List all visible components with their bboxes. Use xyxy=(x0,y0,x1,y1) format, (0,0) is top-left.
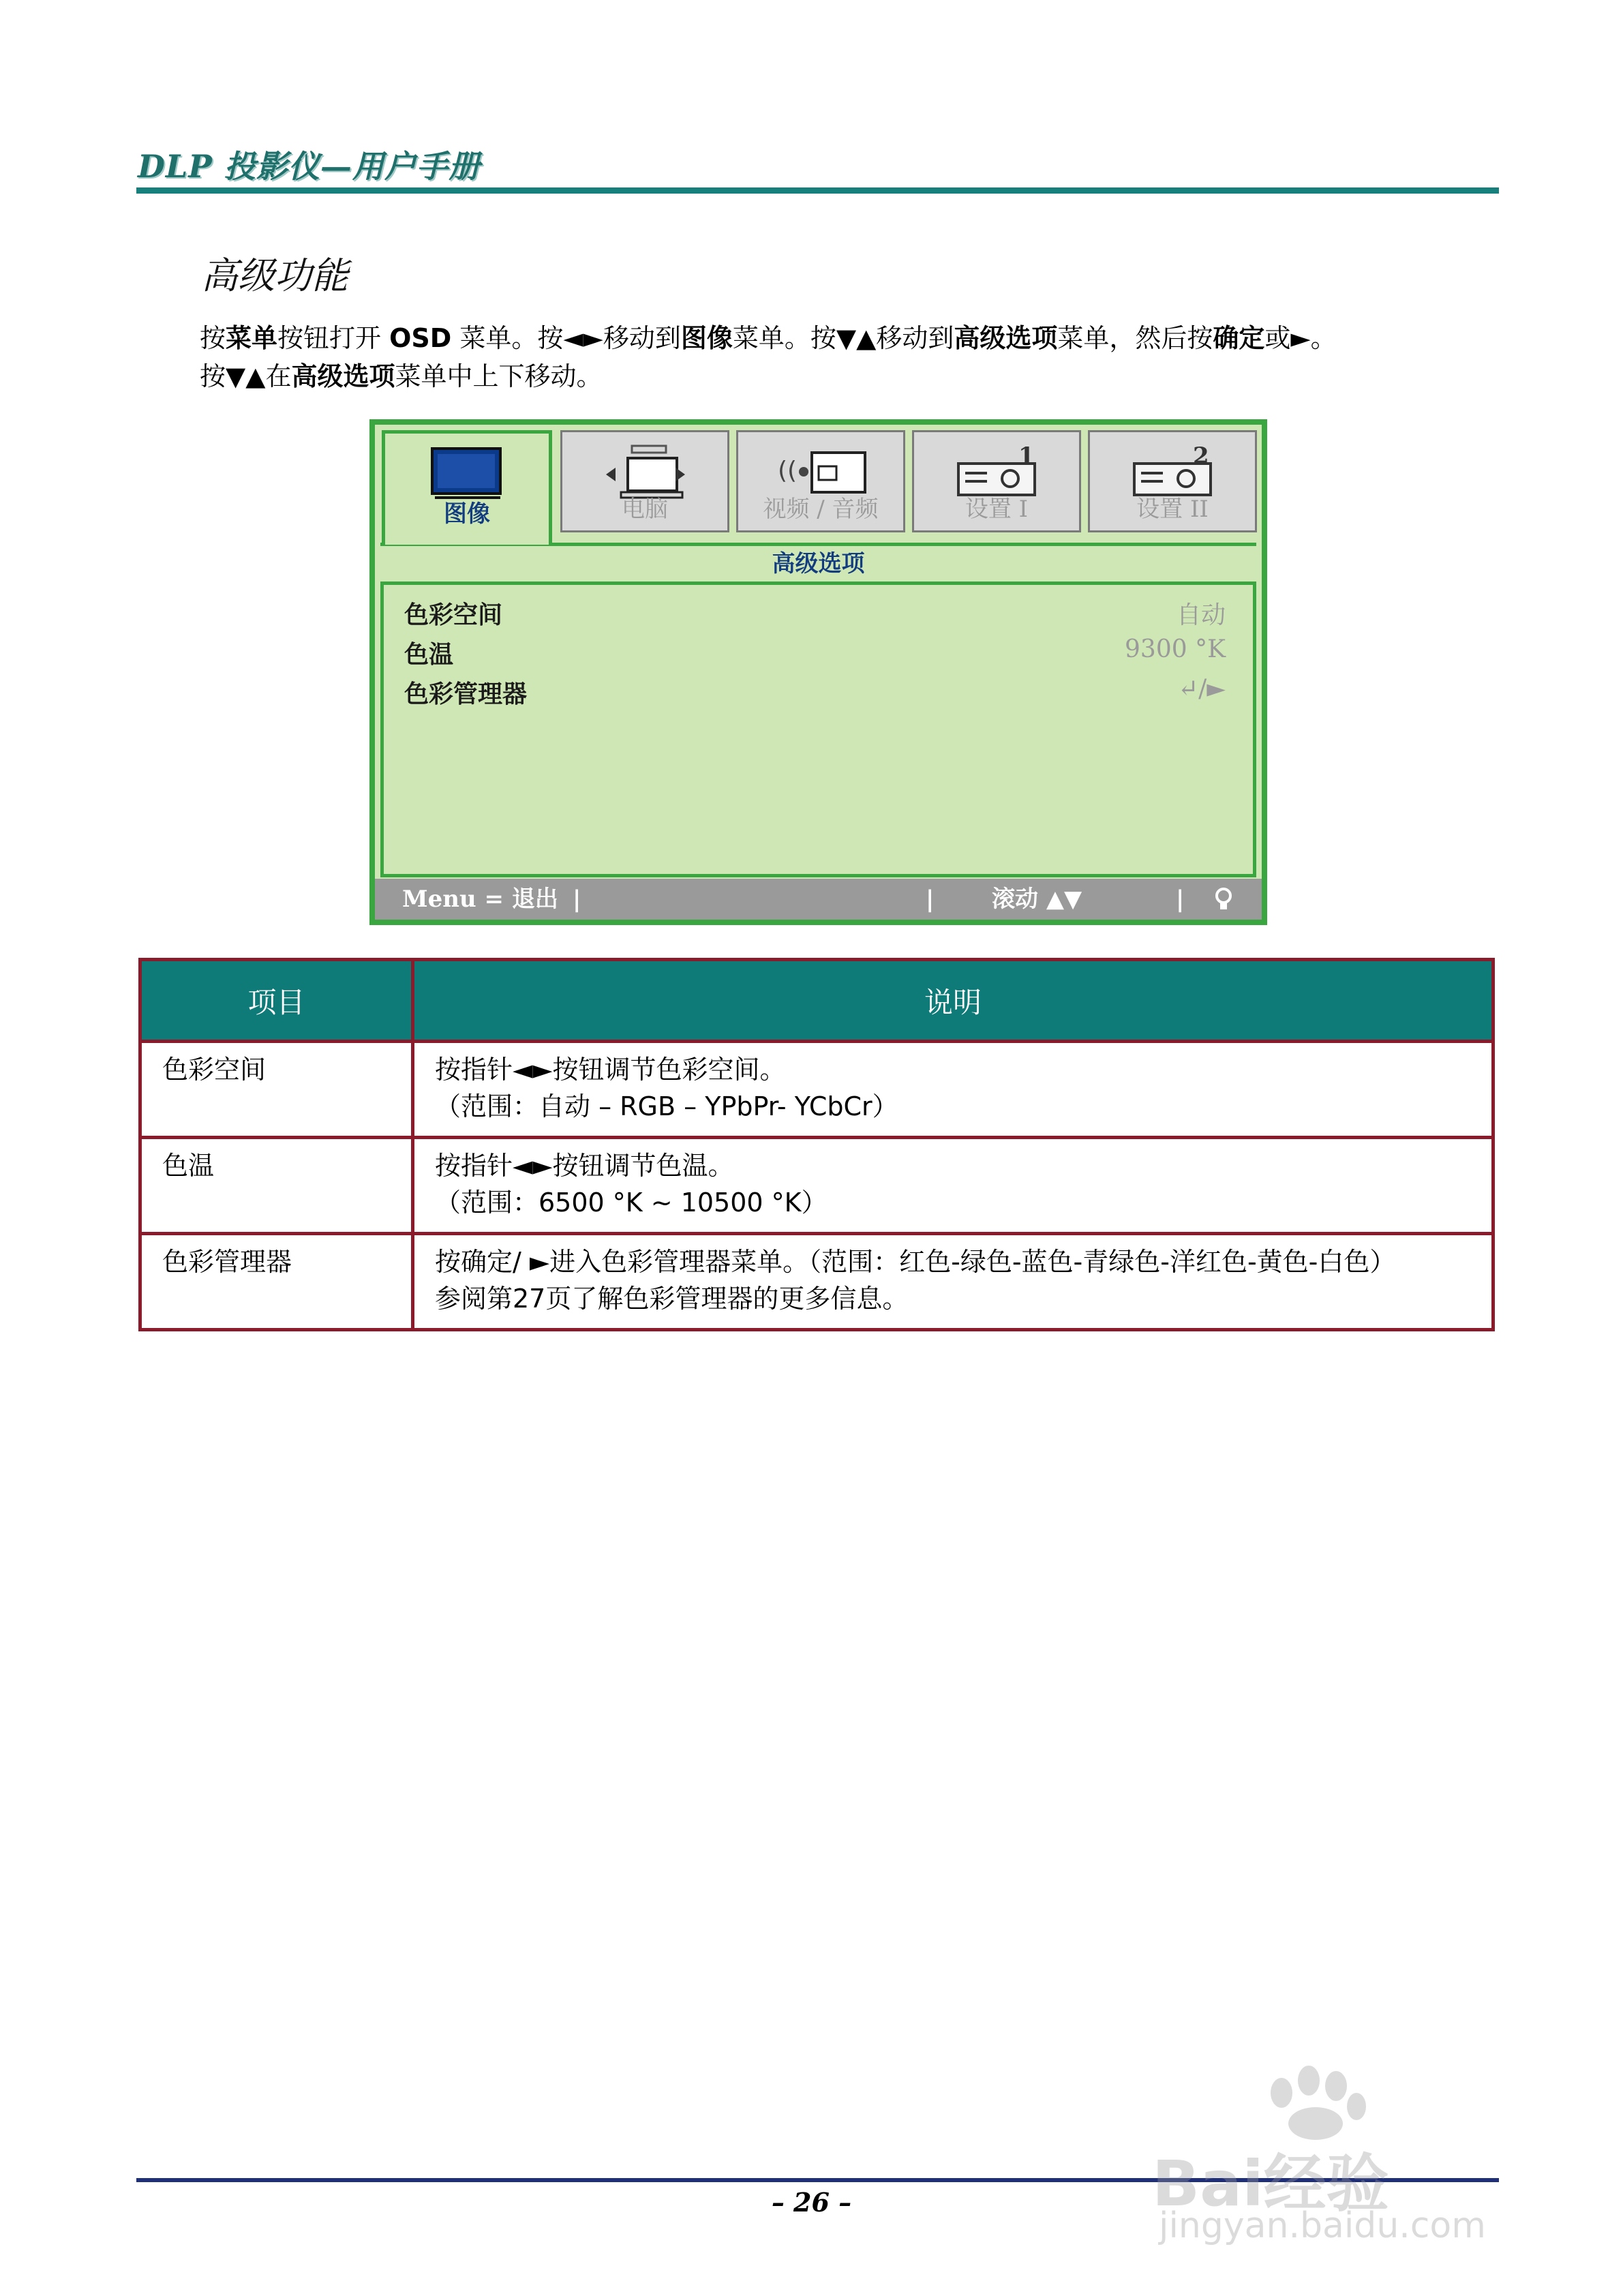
tab-image[interactable] xyxy=(382,430,552,545)
description-line: 按确定/ ►进入色彩管理器菜单。（范围：红色-绿色-蓝色-青绿色-洋红色-黄色-白色） xyxy=(435,1247,1396,1277)
description-line: 按指针◄►按钮调节色彩空间。 xyxy=(435,1055,786,1085)
watermark-url: jingyan.baidu.com xyxy=(1159,2205,1486,2246)
intro-text: 菜单中上下移动。 xyxy=(395,361,603,391)
intro-text: 按▼▲在 xyxy=(200,361,292,391)
baidu-watermark xyxy=(1152,2066,1534,2246)
menu-row-label: 色彩管理器 xyxy=(404,680,528,708)
intro-text: 菜单，然后按 xyxy=(1057,323,1213,353)
menu-body xyxy=(380,585,1256,877)
tab-label: 视频 / 音频 xyxy=(763,496,879,523)
intro-keyword: 菜单 xyxy=(226,323,278,353)
table-cell-description xyxy=(413,1138,1493,1234)
menu-row-value: 自动 xyxy=(1176,601,1226,629)
status-exit-hint: Menu = 退出 xyxy=(402,886,558,913)
intro-keyword: 高级选项 xyxy=(291,361,395,391)
status-divider: | xyxy=(926,886,935,913)
svg-text:2: 2 xyxy=(1193,442,1209,470)
osd-menu xyxy=(369,419,1267,925)
lamp-icon xyxy=(1213,886,1234,913)
description-line: 参阅第27页了解色彩管理器的更多信息。 xyxy=(435,1284,909,1314)
intro-paragraph xyxy=(200,319,1495,395)
status-scroll-hint: 滚动 ▲▼ xyxy=(992,886,1082,913)
table-row xyxy=(140,1138,1493,1234)
description-line: （范围：自动 – RGB – YPbPr- YCbCr） xyxy=(435,1091,898,1121)
submenu-title: 高级选项 xyxy=(380,543,1256,585)
intro-line-1 xyxy=(200,319,1495,357)
paw-logo-icon xyxy=(1254,2066,1377,2141)
menu-row-color-manager[interactable] xyxy=(404,675,1226,714)
status-divider: | xyxy=(573,886,581,913)
tab-label: 图像 xyxy=(444,500,490,528)
table-cell-description xyxy=(413,1234,1493,1330)
status-divider: | xyxy=(1176,886,1185,913)
table-cell-item: 色温 xyxy=(140,1138,413,1234)
intro-text: 菜单。按▼▲移动到 xyxy=(732,323,954,353)
section-title: 高级功能 xyxy=(201,254,348,297)
intro-keyword: 图像 xyxy=(680,323,733,353)
table-cell-item: 色彩空间 xyxy=(140,1042,413,1138)
tab-setup-1[interactable] xyxy=(912,430,1081,532)
menu-row-label: 色温 xyxy=(404,640,454,669)
svg-text:1: 1 xyxy=(1018,442,1035,470)
feature-table xyxy=(138,958,1495,1331)
table-cell-item: 色彩管理器 xyxy=(140,1234,413,1330)
intro-text: 按 xyxy=(200,323,226,353)
intro-keyword: 高级选项 xyxy=(954,323,1058,353)
table-cell-description xyxy=(413,1042,1493,1138)
intro-line-2 xyxy=(200,357,1495,395)
intro-text: 按钮打开 xyxy=(277,323,390,353)
intro-text: 菜单。按◄►移动到 xyxy=(451,323,681,353)
description-line: 按指针◄►按钮调节色温。 xyxy=(435,1151,734,1181)
menu-row-color-temp[interactable] xyxy=(404,635,1226,675)
description-line: （范围：6500 °K ~ 10500 °K） xyxy=(435,1188,828,1218)
table-row xyxy=(140,1042,1493,1138)
svg-text:((: (( xyxy=(778,457,798,485)
osd-status-bar xyxy=(375,879,1262,920)
tab-setup-2[interactable] xyxy=(1088,430,1257,532)
header-rule xyxy=(136,187,1499,194)
page-number: – 26 – xyxy=(771,2187,852,2218)
tab-label: 设置 I xyxy=(965,496,1029,523)
tab-label: 电脑 xyxy=(622,496,668,523)
table-row xyxy=(140,1234,1493,1330)
tab-computer[interactable] xyxy=(560,430,729,532)
menu-row-value: 9300 °K xyxy=(1125,635,1226,663)
table-header-item: 项目 xyxy=(140,960,413,1042)
intro-text: 或►。 xyxy=(1264,323,1337,353)
watermark-brand: Bai经验 xyxy=(1152,2147,1389,2220)
menu-row-color-space[interactable] xyxy=(404,596,1226,635)
intro-keyword: 确定 xyxy=(1213,323,1265,353)
monitor-icon xyxy=(429,446,504,500)
table-header-row xyxy=(140,960,1493,1042)
menu-row-label: 色彩空间 xyxy=(404,601,503,629)
table-header-description: 说明 xyxy=(413,960,1493,1042)
menu-row-value: ↵/► xyxy=(1178,675,1226,703)
tab-video-audio[interactable] xyxy=(736,430,905,532)
tab-label: 设置 II xyxy=(1136,496,1209,523)
intro-keyword: OSD xyxy=(389,323,452,353)
document-header-title: DLP 投影仪—用户手册 xyxy=(138,148,481,185)
